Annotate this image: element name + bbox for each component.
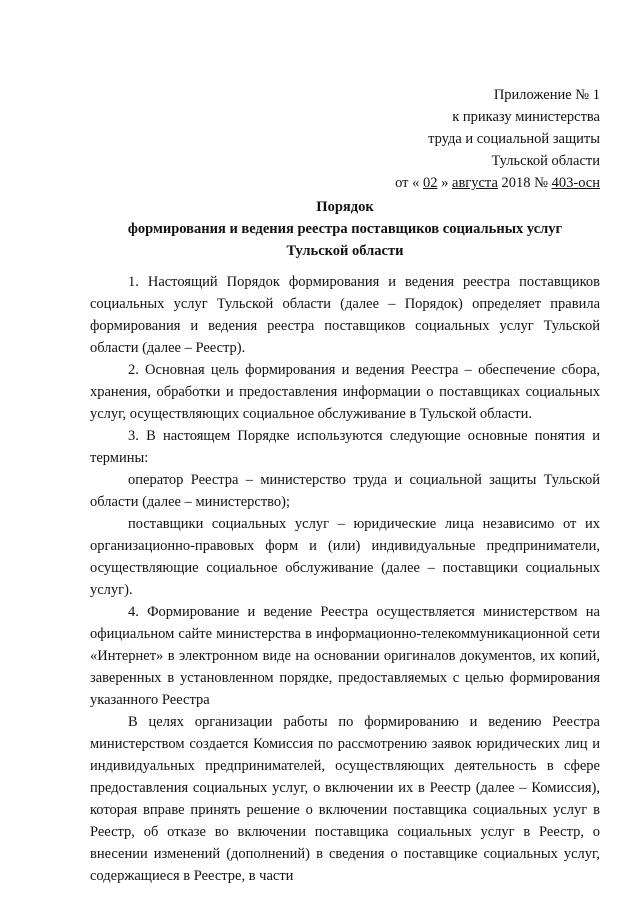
date-prefix: от « — [395, 175, 420, 191]
order-number: 403-осн — [551, 175, 600, 191]
date-year-no: 2018 № — [501, 175, 548, 191]
date-mid: » — [441, 175, 449, 191]
paragraph-3: 3. В настоящем Порядке используются следующие основные понятия и термины: — [90, 428, 600, 466]
title-line-2: формирования и ведения реестра поставщиков социальных услуг — [127, 221, 563, 237]
paragraph-2: 2. Основная цель формирования и ведения Реестра – обеспечение сбора, хранения, обработки и предоставления информации о поставщиках социальных услуг, осуществляющих социальное обслуживание в Тульской области. — [90, 362, 600, 422]
paragraph-4: оператор Реестра – министерство труда и социальной защиты Тульской области (далее – министерство); — [90, 472, 600, 510]
date-month: августа — [452, 175, 498, 191]
document-title — [90, 196, 600, 262]
appendix-line-1: Приложение № 1 — [493, 87, 600, 103]
date-day: 02 — [423, 175, 438, 191]
appendix-date-line — [330, 172, 600, 194]
paragraph-5: поставщики социальных услуг – юридические лица независимо от их организационно-правовых форм и (или) индивидуальные предприниматели, осуществляющие социальное обслуживание (далее – поставщики социальных услуг). — [90, 516, 600, 598]
document-body — [90, 271, 600, 887]
title-line-3: Тульской области — [286, 243, 404, 259]
paragraph-6: 4. Формирование и ведение Реестра осуществляется министерством на официальном сайте министерства в информационно-телекоммуникационной сети «Интернет» в электронном виде на основании оригиналов документов, их копий, заверенных в установленном порядке, предоставляемых с целью формирования указанного Реестра — [90, 604, 600, 708]
appendix-line-2: к приказу министерства — [452, 109, 600, 125]
appendix-header — [330, 84, 600, 194]
title-line-1: Порядок — [316, 199, 374, 215]
paragraph-7: В целях организации работы по формированию и ведению Реестра министерством создается Комиссия по рассмотрению заявок юридических лиц и индивидуальных предпринимателей, осуществляющих деятельность в сфере предоставления социальных услуг, о включении их в Реестр (далее – Комиссия), которая вправе принять решение о включении поставщика социальных услуг в Реестр, об отказе во включении поставщика социальных услуг в Реестр, о внесении изменений (дополнений) в сведения о поставщике социальных услуг, содержащиеся в Реестре, в части — [90, 714, 600, 884]
appendix-line-4: Тульской области — [491, 153, 600, 169]
paragraph-1: 1. Настоящий Порядок формирования и ведения реестра поставщиков социальных услуг Тульской области (далее – Порядок) определяет правила формирования и ведения реестра поставщиков социальных услуг Тульской области (далее – Реестр). — [90, 274, 600, 356]
appendix-line-3: труда и социальной защиты — [428, 131, 600, 147]
